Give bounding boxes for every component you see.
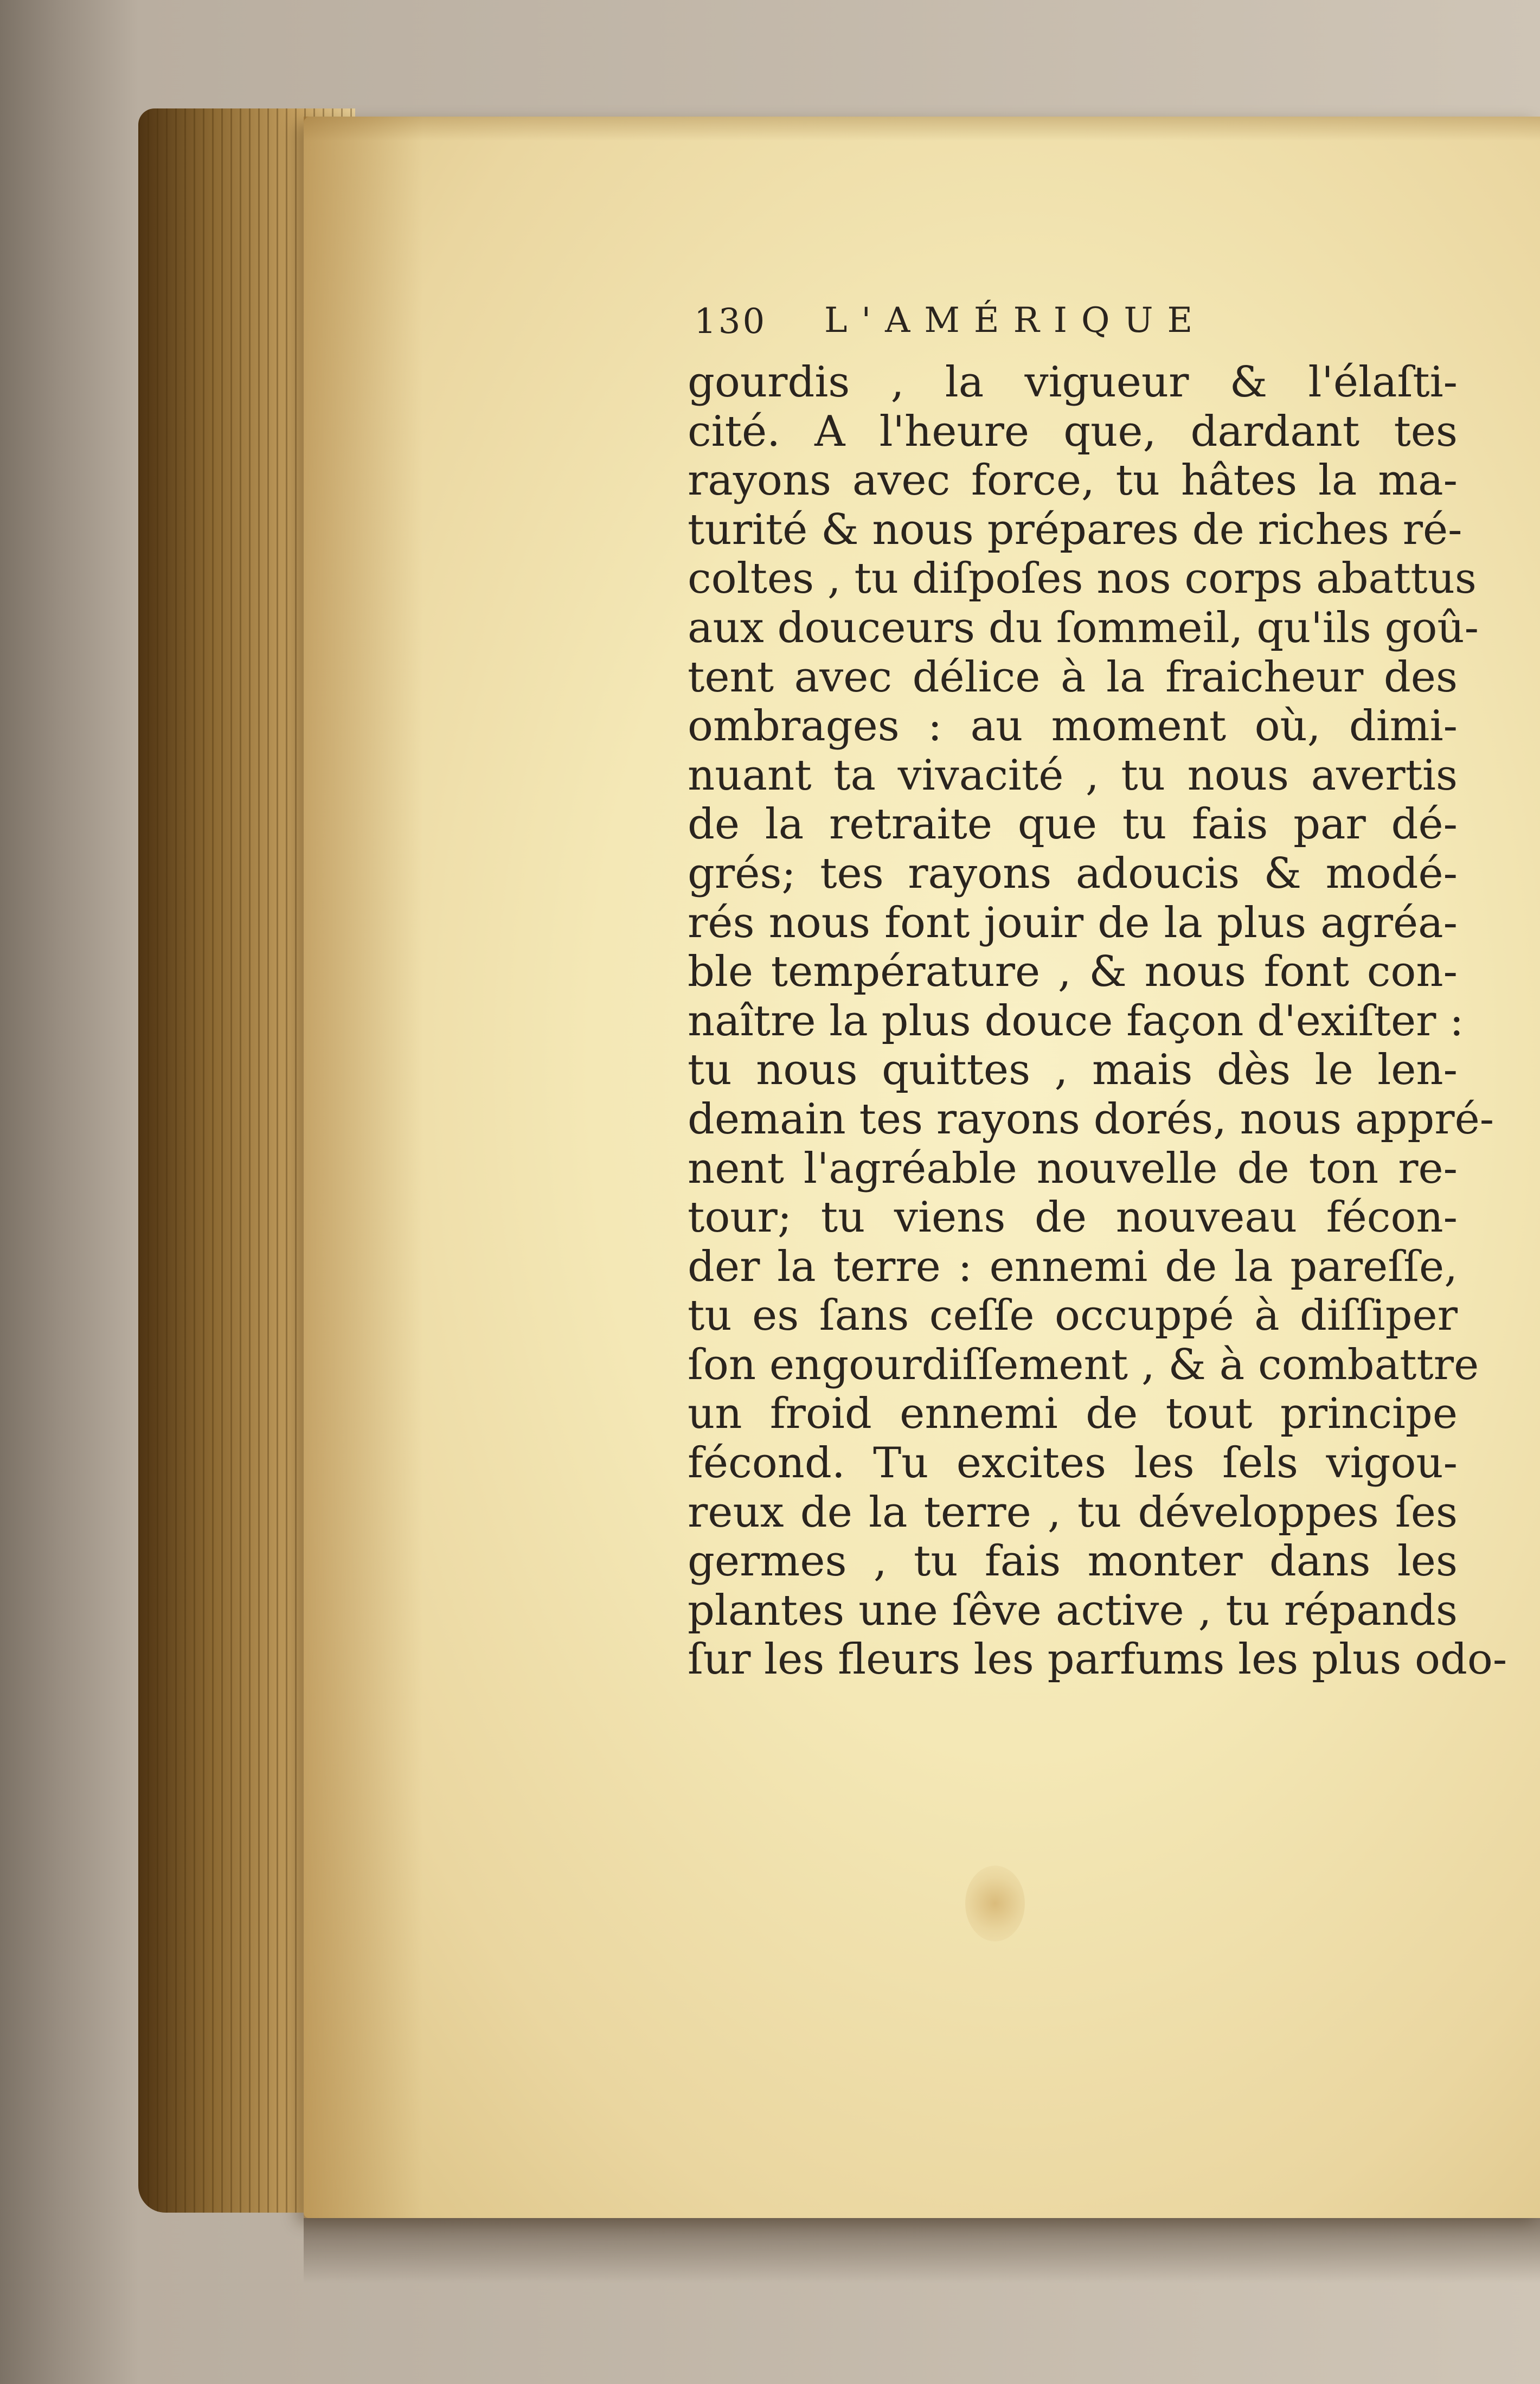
body-text bbox=[688, 358, 1507, 1684]
page-number: 130 bbox=[694, 302, 767, 342]
text-line: coltes , tu diſpoſes nos corps abattus bbox=[688, 554, 1477, 604]
text-line: tour; tu viens de nouveau fécon- bbox=[688, 1193, 1458, 1242]
page-header bbox=[694, 297, 1366, 357]
text-line: fécond. Tu excites les ſels vigou- bbox=[688, 1439, 1458, 1488]
page-bottom-shadow bbox=[304, 2218, 1540, 2283]
text-line: ſon engourdiſſement , & à combattre bbox=[688, 1340, 1479, 1389]
text-line: germes , tu fais monter dans les bbox=[688, 1537, 1458, 1586]
text-line: nent l'agréable nouvelle de ton re- bbox=[688, 1144, 1458, 1193]
text-line: rayons avec force, tu hâtes la ma- bbox=[688, 456, 1458, 505]
text-line: tu nous quittes , mais dès le len- bbox=[688, 1046, 1458, 1095]
text-line: ble température , & nous font con- bbox=[688, 947, 1458, 997]
text-line: der la terre : ennemi de la pareſſe, bbox=[688, 1242, 1458, 1291]
text-line: aux douceurs du ſommeil, qu'ils goû- bbox=[688, 603, 1479, 652]
text-line: plantes une ſêve active , tu répands bbox=[688, 1586, 1458, 1635]
text-line: ombrages : au moment où, dimi- bbox=[688, 702, 1458, 751]
text-line: rés nous font jouir de la plus agréa- bbox=[688, 898, 1458, 947]
foxing-stain bbox=[965, 1866, 1025, 1941]
text-line: tent avec délice à la fraicheur des bbox=[688, 652, 1458, 702]
text-line: ſur les fleurs les parfums les plus odo- bbox=[688, 1635, 1507, 1684]
text-line: demain tes rayons dorés, nous appré- bbox=[688, 1094, 1494, 1144]
text-line: gourdis , la vigueur & l'élaſti- bbox=[688, 358, 1458, 407]
text-line: naître la plus douce façon d'exiſter : bbox=[688, 996, 1464, 1046]
text-line: cité. A l'heure que, dardant tes bbox=[688, 407, 1458, 456]
text-line: grés; tes rayons adoucis & modé- bbox=[688, 849, 1458, 898]
running-title: L'AMÉRIQUE bbox=[824, 300, 1207, 341]
text-line: un froid ennemi de tout principe bbox=[688, 1389, 1458, 1439]
text-line: de la retraite que tu fais par dé- bbox=[688, 800, 1458, 849]
text-line: nuant ta vivacité , tu nous avertis bbox=[688, 751, 1458, 800]
text-line: reux de la terre , tu développes ſes bbox=[688, 1488, 1458, 1537]
text-line: tu es ſans ceſſe occuppé à diſſiper bbox=[688, 1291, 1458, 1341]
text-line: turité & nous prépares de riches ré- bbox=[688, 505, 1462, 554]
